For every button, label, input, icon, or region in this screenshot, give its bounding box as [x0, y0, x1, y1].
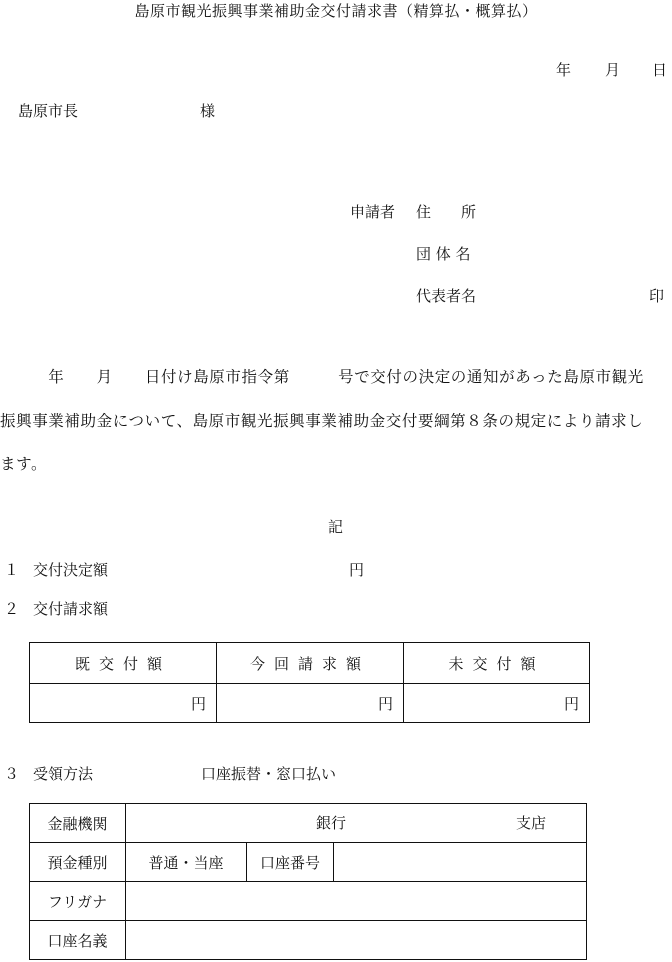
page-title: 島原市観光振興事業補助金交付請求書（精算払・概算払） — [134, 2, 538, 20]
bank-suffix: 銀行 — [316, 814, 347, 832]
header-unpaid: 未交付額 — [404, 643, 590, 684]
cell-unpaid[interactable]: 円 — [404, 684, 590, 723]
cell-already-paid[interactable]: 円 — [30, 684, 217, 723]
branch-suffix: 支店 — [516, 814, 547, 832]
applicant-address-label: 住 所 — [416, 203, 477, 221]
furigana-cell[interactable] — [126, 882, 587, 921]
body-text-line1: 年 月 日付け島原市指令第 号で交付の決定の通知があった島原市観光 — [0, 368, 644, 386]
item-2-label: 交付請求額 — [33, 600, 109, 618]
ki-heading: 記 — [328, 518, 344, 536]
account-holder-cell[interactable] — [126, 921, 587, 960]
amount-table — [29, 642, 590, 723]
header-current-request: 今回請求額 — [217, 643, 404, 684]
item-1-label: 交付決定額 — [33, 561, 109, 579]
applicant-rep-label: 代表者名 — [416, 287, 477, 305]
item-3-value: 口座振替・窓口払い — [201, 765, 337, 783]
bank-label: 金融機関 — [30, 804, 126, 843]
body-text-line3: ます。 — [0, 455, 48, 473]
account-number-label: 口座番号 — [247, 843, 334, 882]
account-type-value[interactable]: 普通・当座 — [126, 843, 247, 882]
item-3-label: 受領方法 — [33, 765, 94, 783]
bank-cell[interactable] — [126, 804, 587, 843]
date-day: 日 — [652, 61, 668, 79]
addressee-name: 島原市長 — [18, 102, 79, 120]
applicant-label: 申請者 — [350, 203, 396, 221]
applicant-org-label: 団 体 名 — [416, 245, 471, 263]
addressee-honorific: 様 — [200, 102, 216, 120]
furigana-label: フリガナ — [30, 882, 126, 921]
header-already-paid: 既交付額 — [30, 643, 217, 684]
cell-current-request[interactable]: 円 — [217, 684, 404, 723]
date-year: 年 — [556, 61, 572, 79]
item-2-number: ２ — [4, 600, 20, 618]
account-number-cell[interactable] — [334, 843, 587, 882]
account-type-label: 預金種別 — [30, 843, 126, 882]
item-3-number: ３ — [4, 765, 20, 783]
seal-mark: 印 — [649, 287, 665, 305]
account-holder-label: 口座名義 — [30, 921, 126, 960]
date-line — [556, 63, 667, 78]
item-1-number: １ — [4, 561, 20, 579]
body-text-line2: 振興事業補助金について、島原市観光振興事業補助金交付要綱第８条の規定により請求し — [0, 412, 644, 430]
item-1-unit: 円 — [349, 561, 365, 579]
bank-table — [29, 803, 587, 960]
date-month: 月 — [605, 61, 621, 79]
